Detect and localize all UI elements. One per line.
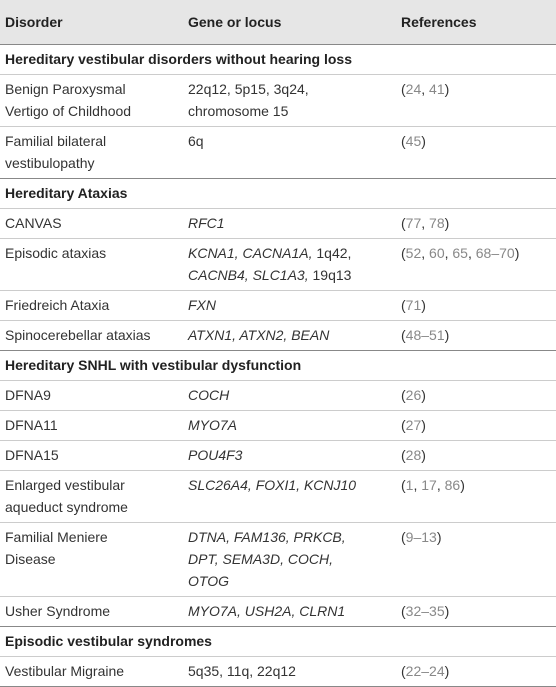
section-heading [0,44,556,74]
references-cell: (52, 60, 65, 68–70) [401,245,520,261]
table-row [0,74,556,126]
section-heading [0,178,556,208]
disorder-cell: Benign Paroxysmal Vertigo of Childhood [5,81,132,119]
gene-cell: POU4F3 [188,447,243,463]
disorder-cell: Spinocerebellar ataxias [5,327,151,343]
gene-cell: RFC1 [188,215,225,231]
disorder-cell: Enlarged vestibular aqueduct syndrome [5,477,128,515]
table-row [0,440,556,470]
table-row [0,320,556,350]
gene-cell: DTNA, FAM136, PRKCB, DPT, SEMA3D, COCH, OTOG [188,529,346,589]
gene-cell: 5q35, 11q, 22q12 [188,663,296,679]
gene-cell: SLC26A4, FOXI1, KCNJ10 [188,477,357,493]
disorder-cell: Friedreich Ataxia [5,297,110,313]
header-references: References [401,14,477,30]
references-cell: (1, 17, 86) [401,477,465,493]
section-title: Episodic vestibular syndromes [5,633,212,649]
table-row [0,126,556,178]
disorder-cell: DFNA9 [5,387,51,403]
table-row [0,290,556,320]
table-row [0,470,556,522]
references-cell: (24, 41) [401,81,450,97]
gene-cell: MYO7A, USH2A, CLRN1 [188,603,346,619]
section-title: Hereditary vestibular disorders without hearing loss [5,51,352,67]
references-cell: (48–51) [401,327,450,343]
gene-cell: FXN [188,297,216,313]
table-row [0,380,556,410]
references-cell: (27) [401,417,426,433]
section-heading [0,350,556,380]
disorder-cell: DFNA11 [5,417,58,433]
gene-cell: 22q12, 5p15, 3q24, chromosome 15 [188,81,309,119]
references-cell: (32–35) [401,603,450,619]
section-title: Hereditary Ataxias [5,185,128,201]
disorder-cell: Vestibular Migraine [5,663,125,679]
disorder-cell: Usher Syndrome [5,603,111,619]
references-cell: (22–24) [401,663,450,679]
table-row [0,522,556,596]
table-row [0,238,556,290]
header-gene: Gene or locus [188,14,282,30]
gene-cell: MYO7A [188,417,238,433]
references-cell: (45) [401,133,426,149]
header-disorder: Disorder [5,14,63,30]
disorder-cell: Familial Meniere Disease [5,529,108,567]
gene-cell: ATXN1, ATXN2, BEAN [188,327,330,343]
references-cell: (28) [401,447,426,463]
disorder-cell: DFNA15 [5,447,59,463]
references-cell: (9–13) [401,529,442,545]
gene-cell: COCH [188,387,230,403]
gene-cell: KCNA1, CACNA1A, 1q42, CACNB4, SLC1A3, 19q13 [188,245,352,283]
section-heading [0,626,556,656]
table-row [0,656,556,686]
disorder-cell: CANVAS [5,215,62,231]
table-row [0,596,556,626]
table-header [0,0,556,44]
gene-cell: 6q [188,133,204,149]
references-cell: (77, 78) [401,215,450,231]
disorder-cell: Familial bilateral vestibulopathy [5,133,107,171]
references-cell: (26) [401,387,426,403]
disorder-cell: Episodic ataxias [5,245,107,261]
section-title: Hereditary SNHL with vestibular dysfunction [5,357,302,373]
table-row [0,208,556,238]
references-cell: (71) [401,297,426,313]
table-row [0,410,556,440]
